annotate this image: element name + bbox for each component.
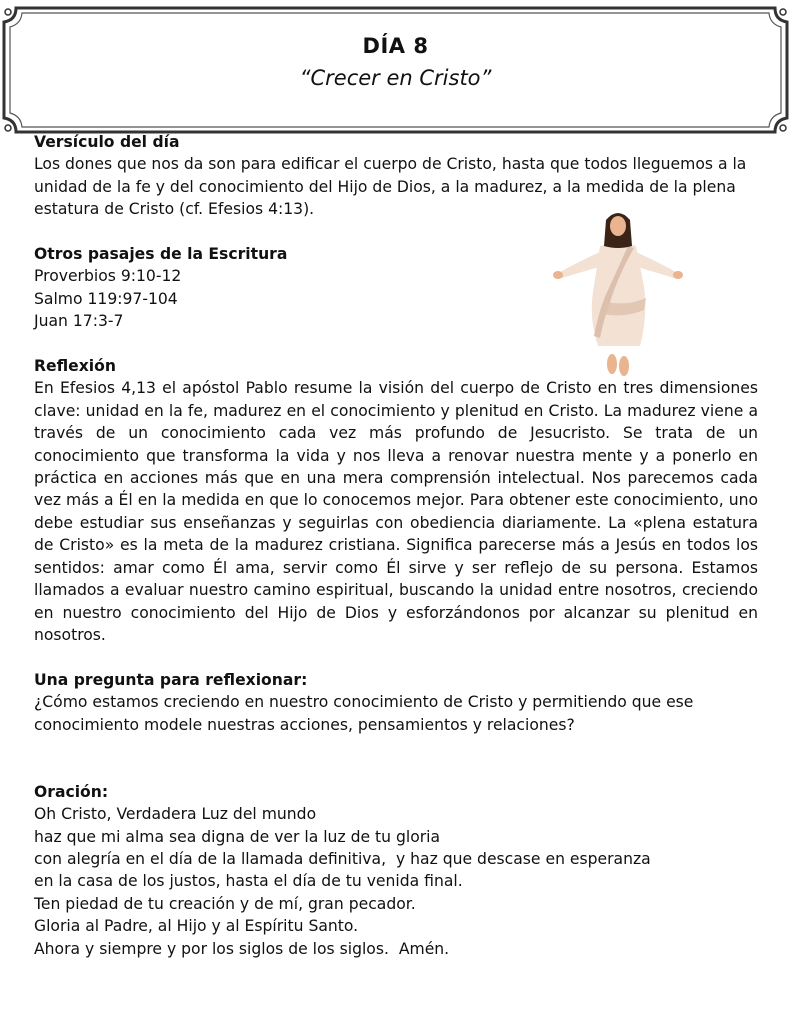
prayer-line: Ten piedad de tu creación y de mí, gran pecador. — [34, 894, 416, 913]
question-heading: Una pregunta para reflexionar: — [34, 670, 308, 689]
passage-item: Proverbios 9:10-12 — [34, 267, 182, 286]
reflection-text: En Efesios 4,13 el apóstol Pablo resume la visión del cuerpo de Cristo en tres dimensiones clave: unidad en la fe, madurez en el conocimiento y plenitud en Cristo. La madurez viene a través de un conocimiento cada vez más profundo de Jesucristo. Se trata de un conocimiento que transforma la vida y nos lleva a renovar nuestra mente y a ponerlo en práctica en acciones más que en una mera comprensión intelectual. Nos parecemos cada vez más a Él en la medida en que lo conocemos mejor. Para obtener este conocimiento, uno debe estudiar sus enseñanzas y seguirlas con obediencia diariamente. La «plena estatura de Cristo» es la meta de la madurez cristiana. Significa parecerse más a Jesús en todos los sentidos: amar como Él ama, servir como Él sirve y ser reflejo de su persona. Estamos llamados a evaluar nuestro camino espiritual, buscando la unidad entre nosotros, creciendo en nuestro conocimiento del Hijo de Dios y esforzándonos por alcanzar su plenitud en nosotros. — [34, 379, 758, 644]
prayer-line: Ahora y siempre y por los siglos de los siglos. Amén. — [34, 939, 450, 958]
passage-item: Salmo 119:97-104 — [34, 289, 178, 308]
day-title: DÍA 8 — [362, 34, 429, 58]
prayer-line: haz que mi alma sea digna de ver la luz de tu gloria — [34, 827, 441, 846]
reflection-heading: Reflexión — [34, 357, 116, 376]
prayer-line: con alegría en el día de la llamada definitiva, y haz que descase en esperanza — [34, 849, 651, 868]
passage-item: Juan 17:3-7 — [34, 312, 124, 331]
prayer-line: Gloria al Padre, al Hijo y al Espíritu Santo. — [34, 917, 359, 936]
day-subtitle: “Crecer en Cristo” — [299, 66, 492, 90]
verse-text: Los dones que nos da son para edificar el cuerpo de Cristo, hasta que todos lleguemos a la unidad de la fe y del conocimiento del Hijo de Dios, a la madurez, a la medida de la plena estatura de Cristo (cf. Efesios 4:13). — [34, 155, 747, 219]
passages-heading: Otros pasajes de la Escritura — [34, 245, 288, 264]
header — [0, 32, 791, 92]
content — [34, 131, 758, 960]
prayer-line: en la casa de los justos, hasta el día de tu venida final. — [34, 872, 463, 891]
prayer-line: Oh Cristo, Verdadera Luz del mundo — [34, 805, 317, 824]
question-text: ¿Cómo estamos creciendo en nuestro conocimiento de Cristo y permitiendo que ese conocimiento modele nuestras acciones, pensamientos y relaciones? — [34, 693, 694, 734]
verse-heading: Versículo del día — [34, 133, 180, 151]
prayer-heading: Oración: — [34, 782, 109, 801]
